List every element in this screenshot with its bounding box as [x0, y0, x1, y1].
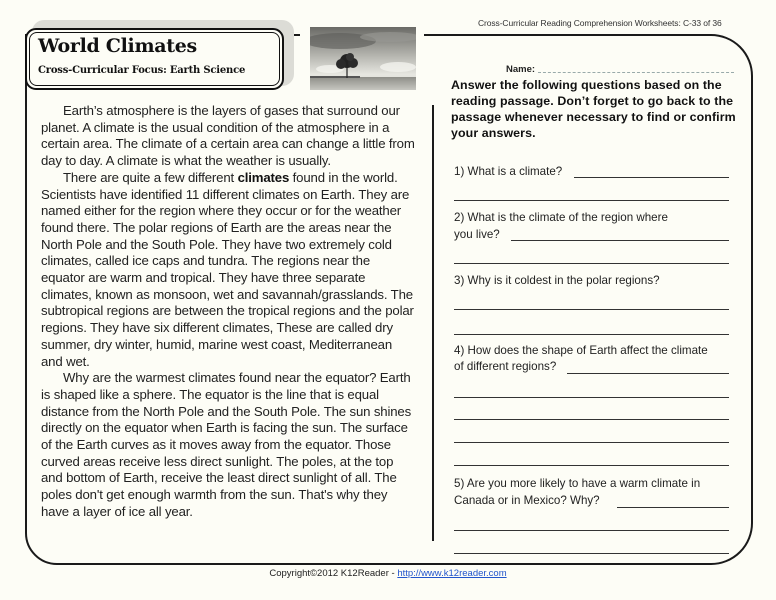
passage-paragraph-2	[41, 170, 415, 370]
column-divider	[432, 105, 434, 541]
question-2-line-2: you live?	[454, 228, 500, 241]
footer	[0, 568, 776, 579]
answer-line[interactable]	[617, 507, 729, 508]
name-field[interactable]	[538, 72, 734, 73]
copyright-text: Copyright©2012 K12Reader -	[269, 568, 398, 579]
answer-line[interactable]	[454, 465, 729, 466]
question-5-line-2: Canada or in Mexico? Why?	[454, 494, 600, 507]
question-1: 1) What is a climate?	[454, 165, 563, 178]
answer-line[interactable]	[454, 530, 729, 531]
answer-line[interactable]	[454, 200, 729, 201]
passage-text: found in the world. Scientists have identified 11 different climates on Earth. They are named either for the region where they occur or for the weather found there. The polar regions of Earth are the areas near the North Pole and the South Pole. They have two extremely cold climates, called ice caps and tundra. The regions near the equator are warm and tropical. They have three separate climates, known as monsoon, wet and savannah/grasslands. The subtropical regions are between the tropical regions and the polar regions. They have six different climates, These are called dry summer, dry winter, humid, marine west coast, Mediterranean and wet.	[41, 169, 414, 369]
question-5: 5) Are you more likely to have a warm climate in	[454, 477, 701, 490]
name-label: Name:	[506, 64, 536, 75]
instructions: Answer the following questions based on the reading passage. Don’t forget to go back to the passage whenever necessary to find or confirm your answers.	[451, 78, 736, 140]
reading-passage	[41, 103, 415, 521]
passage-text: There are quite a few different	[63, 169, 238, 185]
page-subtitle: Cross-Curricular Focus: Earth Science	[38, 65, 246, 76]
answer-line[interactable]	[454, 397, 729, 398]
question-4-line-2: of different regions?	[454, 360, 557, 373]
tree-in-field-photo	[310, 27, 416, 90]
answer-line[interactable]	[454, 419, 729, 420]
k12reader-link[interactable]: http://www.k12reader.com	[397, 568, 507, 579]
answer-line[interactable]	[454, 263, 729, 264]
answer-line[interactable]	[454, 442, 729, 443]
answer-line[interactable]	[454, 553, 729, 554]
title-box	[25, 28, 284, 90]
answer-line[interactable]	[574, 177, 729, 178]
answer-line[interactable]	[567, 373, 729, 374]
page-title: World Climates	[38, 35, 197, 57]
question-2: 2) What is the climate of the region where	[454, 211, 668, 224]
answer-line[interactable]	[511, 240, 729, 241]
question-3: 3) Why is it coldest in the polar regions?	[454, 274, 660, 287]
question-4: 4) How does the shape of Earth affect the climate	[454, 344, 708, 357]
answer-line[interactable]	[454, 334, 729, 335]
answer-line[interactable]	[454, 309, 729, 310]
worksheet-series-label: Cross-Curricular Reading Comprehension Worksheets: C-33 of 36	[478, 18, 722, 28]
passage-paragraph-3: Why are the warmest climates found near the equator? Earth is shaped like a sphere. The equator is the line that is equal distance from the North Pole and the South Pole. The sun shines directly on the equator when Earth is facing the sun. The surface of the Earth curves as it moves away from the equator. Those curved areas receive less direct sunlight. The poles, at the top and bottom of Earth, receive the least direct sunlight of all. The poles don't get enough warmth from the sun. That's why they have a layer of ice all year.	[41, 370, 412, 519]
passage-paragraph-1: Earth’s atmosphere is the layers of gases that surround our planet. A climate is the usual condition of the atmosphere in a certain area. The climate of a certain area can change a little from day to day. A climate is what the weather is usually.	[41, 103, 415, 169]
vocabulary-word: climates	[237, 169, 290, 185]
